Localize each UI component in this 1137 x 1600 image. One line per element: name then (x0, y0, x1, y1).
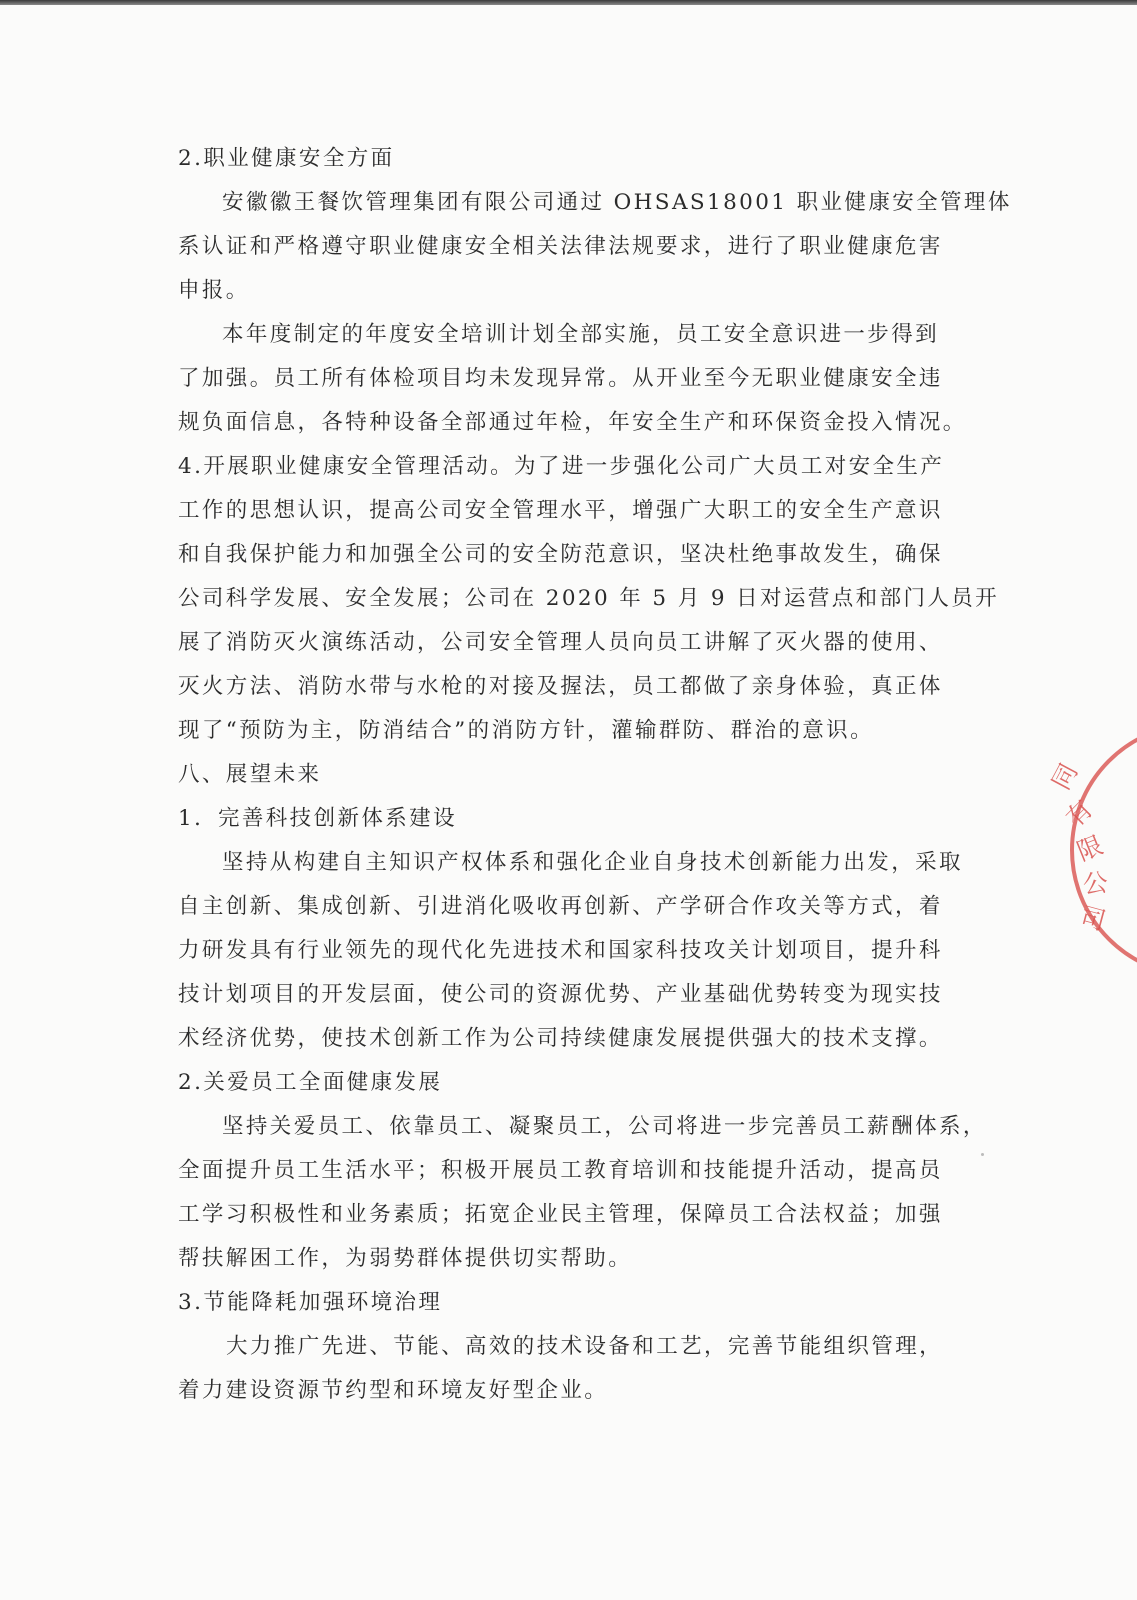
subheading-employee-care: 2.关爱员工全面健康发展 (178, 1070, 443, 1095)
text-line: 帮扶解困工作，为弱势群体提供切实帮助。 (178, 1246, 633, 1271)
text-line: 本年度制定的年度安全培训计划全部实施，员工安全意识进一步得到 (222, 322, 940, 347)
paragraph-employee-care (178, 1105, 987, 1281)
text-line: 系认证和严格遵守职业健康安全相关法律法规要求，进行了职业健康危害 (178, 234, 943, 259)
text-line: 4.开展职业健康安全管理活动。为了进一步强化公司广大员工对安全生产 (178, 454, 945, 479)
svg-text:有: 有 (1060, 794, 1099, 833)
text-line: 申报。 (178, 278, 250, 303)
text-line: 规负面信息，各特种设备全部通过年检，年安全生产和环保资金投入情况。 (178, 410, 967, 435)
text-line: 力研发具有行业领先的现代化先进技术和国家科技攻关计划项目，提升科 (178, 938, 943, 963)
text-line: 着力建设资源节约型和环境友好型企业。 (178, 1378, 609, 1403)
text-line: 安徽徽王餐饮管理集团有限公司通过 OHSAS18001 职业健康安全管理体 (222, 190, 1012, 215)
document-body (178, 137, 1012, 1413)
text-line: 全面提升员工生活水平；积极开展员工教育培训和技能提升活动，提高员 (178, 1158, 943, 1183)
text-line: 技计划项目的开发层面，使公司的资源优势、产业基础优势转变为现实技 (178, 982, 943, 1007)
text-line: 展了消防灭火演练活动，公司安全管理人员向员工讲解了灭火器的使用、 (178, 630, 943, 655)
section-heading-occupational-health: 2.职业健康安全方面 (178, 146, 395, 171)
paragraph-tech-innovation (178, 841, 968, 1061)
svg-text:公: 公 (1081, 867, 1110, 899)
svg-text:限: 限 (1072, 830, 1107, 867)
text-line: 坚持关爱员工、依靠员工、凝聚员工，公司将进一步完善员工薪酬体系， (222, 1114, 987, 1139)
paragraph-safety-training (178, 313, 968, 445)
subheading-energy-saving: 3.节能降耗加强环境治理 (178, 1290, 443, 1315)
svg-text:同: 同 (1046, 758, 1084, 795)
text-line: 了加强。员工所有体检项目均未发现异常。从开业至今无职业健康安全违 (178, 366, 943, 391)
text-line: 术经济优势，使技术创新工作为公司持续健康发展提供强大的技术支撑。 (178, 1026, 943, 1051)
scan-top-border (0, 0, 1137, 5)
subheading-tech-innovation: 1．完善科技创新体系建设 (178, 806, 457, 831)
text-line: 公司科学发展、安全发展；公司在 2020 年 5 月 9 日对运营点和部门人员开 (178, 586, 1000, 611)
paragraph-energy-saving (178, 1325, 968, 1413)
paragraph-safety-activities (178, 445, 1000, 753)
text-line: 坚持从构建自主知识产权体系和强化企业自身技术创新能力出发，采取 (222, 850, 963, 875)
text-line: 灭火方法、消防水带与水枪的对接及握法，员工都做了亲身体验，真正体 (178, 674, 943, 699)
text-line: 自主创新、集成创新、引进消化吸收再创新、产学研合作攻关等方式，着 (178, 894, 943, 919)
text-line: 工作的思想认识，提高公司安全管理水平，增强广大职工的安全生产意识 (178, 498, 943, 523)
text-line: 工学习积极性和业务素质；拓宽企业民主管理，保障员工合法权益；加强 (178, 1202, 943, 1227)
section-heading-outlook: 八、展望未来 (178, 762, 322, 787)
text-line: 现了“预防为主，防消结合”的消防方针，灌输群防、群治的意识。 (178, 718, 874, 743)
company-seal-stamp (1046, 735, 1137, 965)
text-line: 大力推广先进、节能、高效的技术设备和工艺，完善节能组织管理， (226, 1334, 944, 1359)
text-line: 和自我保护能力和加强全公司的安全防范意识，坚决杜绝事故发生，确保 (178, 542, 943, 567)
paragraph-ohsas-certification (178, 181, 1012, 313)
svg-text:司: 司 (1077, 901, 1109, 936)
seal-lettering (1046, 759, 1109, 936)
scan-speck (981, 1153, 984, 1156)
seal-graphic (1046, 735, 1137, 965)
